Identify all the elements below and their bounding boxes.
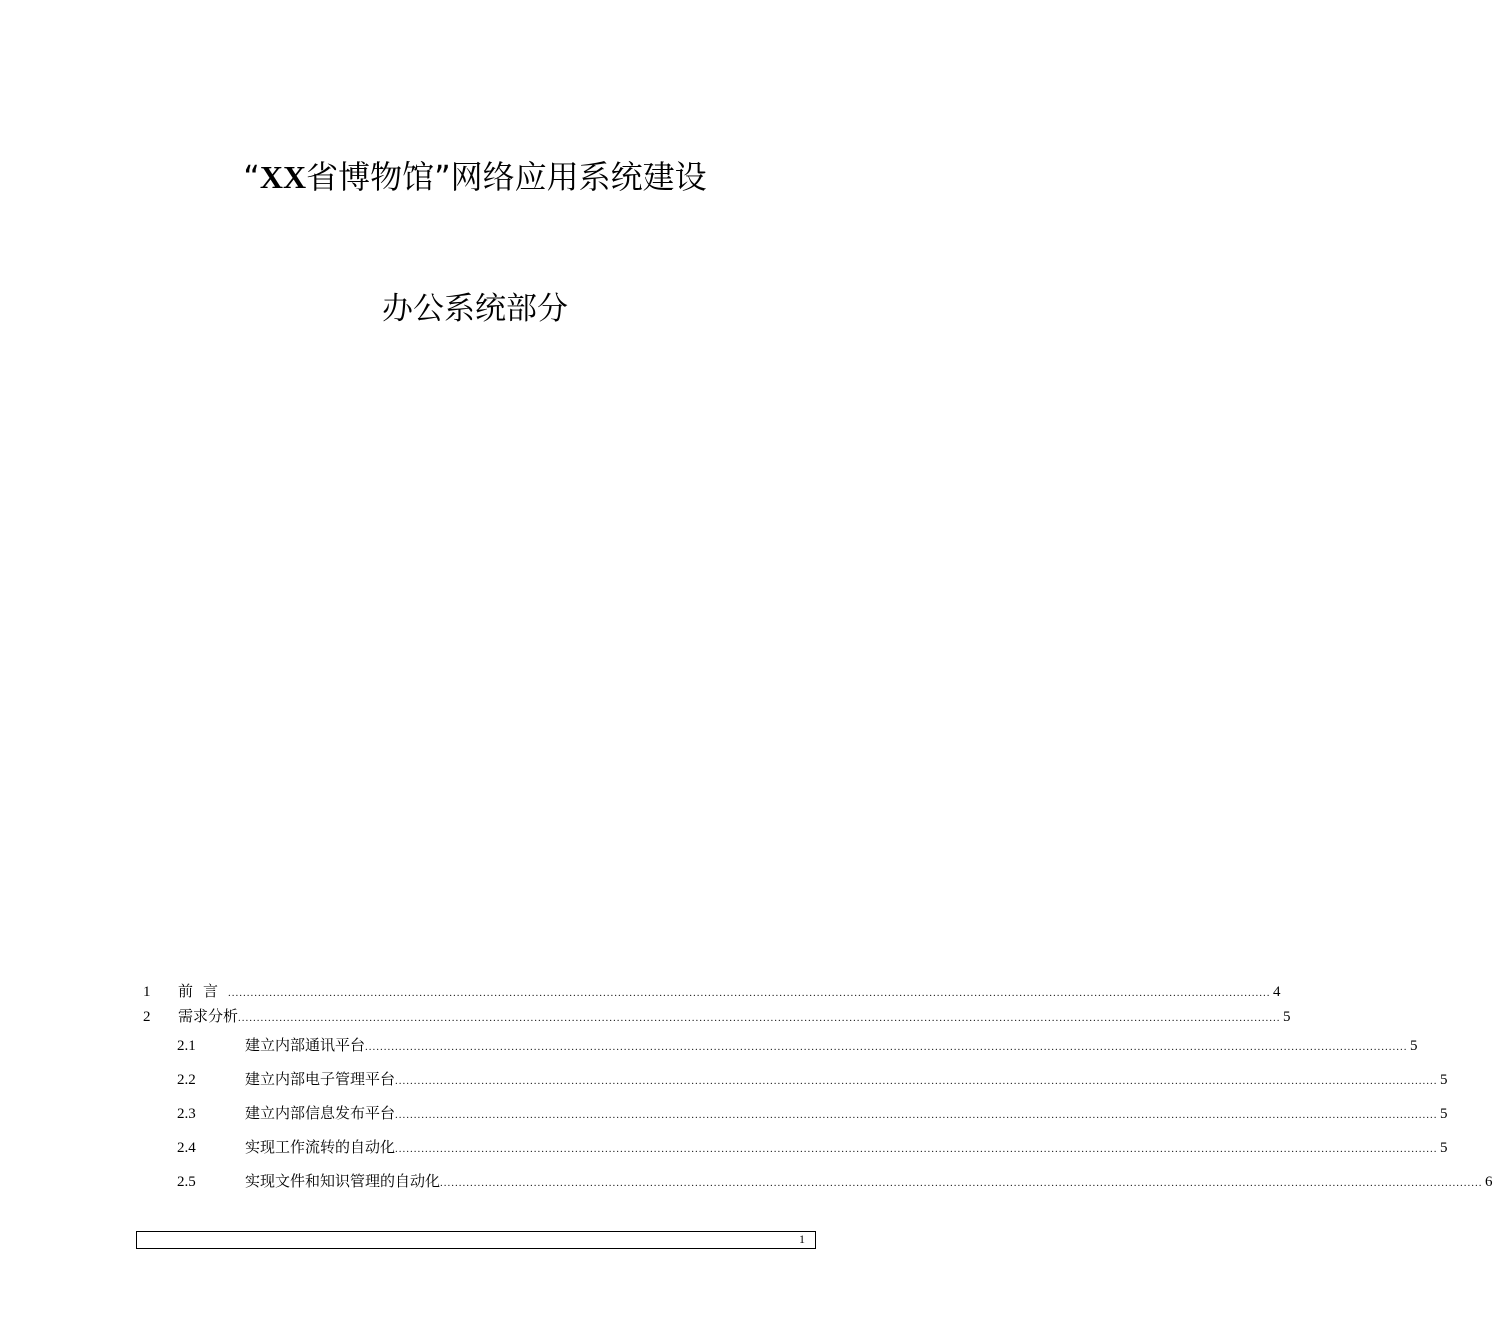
toc-entry-label: 需求分析 (178, 1008, 239, 1025)
toc-entry-label: 实现文件和知识管理的自动化 (245, 1174, 441, 1190)
toc-entry-number: 2.2 (177, 1072, 196, 1088)
toc-entry-number: 2 (143, 1008, 151, 1025)
toc-entry[interactable] (143, 1097, 1448, 1131)
toc-entry-number: 2.3 (177, 1106, 196, 1122)
toc-entry-number: 2.1 (177, 1038, 196, 1054)
toc-entry[interactable] (143, 980, 1281, 1005)
toc-leader-dots: ...................................................................................................................................................................................................................................................................................... (395, 1075, 1438, 1087)
toc-entry[interactable] (143, 1165, 1493, 1199)
toc-entry[interactable] (143, 1005, 1291, 1030)
toc-entry-page: 6 (1485, 1174, 1493, 1190)
toc-entry-label: 前言 (178, 984, 229, 1000)
toc-leader-dots: ...................................................................................................................................................................................................................................................................................... (440, 1177, 1483, 1189)
page-footer (136, 1231, 816, 1249)
toc-entry-page: 5 (1283, 1008, 1291, 1025)
toc-leader-dots: ...................................................................................................................................................................................................................................................................................... (238, 1011, 1281, 1024)
toc-entry-page: 5 (1440, 1106, 1448, 1122)
title-open-quote: “ (243, 158, 260, 196)
document-title (0, 155, 950, 199)
toc-entry-label: 建立内部通讯平台 (245, 1038, 366, 1054)
toc-entry-label: 建立内部电子管理平台 (245, 1072, 396, 1088)
toc-leader-dots: ...................................................................................................................................................................................................................................................................................... (395, 1143, 1438, 1155)
toc-entry[interactable] (143, 1131, 1448, 1165)
toc-leader-dots: ...................................................................................................................................................................................................................................................................................... (365, 1041, 1408, 1053)
toc-entry-page: 5 (1440, 1072, 1448, 1088)
toc-entry-page: 5 (1440, 1140, 1448, 1156)
toc-entry-label: 建立内部信息发布平台 (245, 1106, 396, 1122)
toc-leader-dots: ...................................................................................................................................................................................................................................................................................... (228, 987, 1271, 999)
document-subtitle: 办公系统部分 (382, 291, 568, 327)
toc-leader-dots: ...................................................................................................................................................................................................................................................................................... (395, 1109, 1438, 1121)
toc-entry-label: 实现工作流转的自动化 (245, 1140, 396, 1156)
toc-entry-number: 1 (143, 984, 151, 1000)
toc-entry[interactable] (143, 1029, 1418, 1063)
toc-entry-page: 5 (1410, 1038, 1418, 1054)
toc-entry-number: 2.5 (177, 1174, 196, 1190)
toc-entry-number: 2.4 (177, 1140, 196, 1156)
page-number: 1 (799, 1232, 805, 1246)
toc-entry-page: 4 (1273, 984, 1281, 1000)
title-text: 省博物馆”网络应用系统建设 (306, 158, 707, 196)
table-of-contents (143, 980, 1493, 1199)
title-latin-text: XX (259, 159, 307, 195)
toc-entry[interactable] (143, 1063, 1448, 1097)
